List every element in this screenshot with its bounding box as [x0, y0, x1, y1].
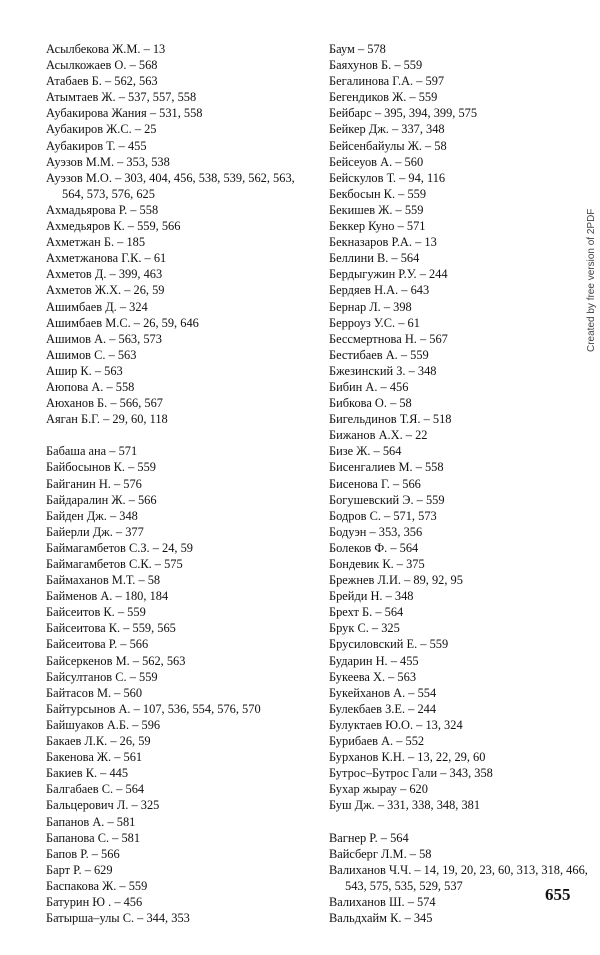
index-entry: Ахмедьяров К. – 559, 566	[46, 219, 181, 234]
index-entry: Бердыгужин Р.У. – 244	[329, 267, 448, 282]
index-entry: Бисенова Г. – 566	[329, 476, 421, 491]
index-entry: Байсултанов С. – 559	[46, 669, 158, 684]
index-entry: Бударин Н. – 455	[329, 653, 419, 668]
index-entry: Бижанов А.Х. – 22	[329, 428, 428, 443]
index-entry: Аубакирова Жания – 531, 558	[46, 106, 203, 121]
section-gap	[329, 814, 591, 830]
index-entry: Беллини В. – 564	[329, 251, 420, 266]
index-entry: Букейханов А. – 554	[329, 685, 437, 700]
index-entry: Бурханов К.Н. – 13, 22, 29, 60	[329, 750, 486, 765]
index-entry: Бегалинова Г.А. – 597	[329, 74, 445, 89]
index-entry: Баспакова Ж. – 559	[46, 878, 148, 893]
index-entry: Аюханов Б. – 566, 567	[46, 396, 163, 411]
index-entry: Бжезинский З. – 348	[329, 363, 437, 378]
index-entry: Байтурсынов А. – 107, 536, 554, 576, 570	[46, 701, 261, 716]
index-entry: Ахметов Д. – 399, 463	[46, 267, 163, 282]
index-entry: Бекишев Ж. – 559	[329, 202, 424, 217]
index-entry: Асылкожаев О. – 568	[46, 58, 158, 73]
index-entry: Ахметжан Б. – 185	[46, 235, 146, 250]
index-entry: Баймаханов М.Т. – 58	[46, 573, 161, 588]
page-number: 655	[545, 885, 571, 904]
index-entry: Бальцерович Л. – 325	[46, 798, 160, 813]
index-entry: Вагнер Р. – 564	[329, 830, 409, 845]
index-entry: Бестибаев А. – 559	[329, 347, 429, 362]
index-entry: Бапанова С. – 581	[46, 830, 141, 845]
index-entry: Булекбаев З.Е. – 244	[329, 701, 437, 716]
index-entry: Байсеитова К. – 559, 565	[46, 621, 176, 636]
index-entry: Бабаша ана – 571	[46, 444, 138, 459]
index-entry: Болеков Ф. – 564	[329, 540, 419, 555]
index-entry: Бегендиков Ж. – 559	[329, 90, 438, 105]
index-entry: Бапов Р. – 566	[46, 846, 120, 861]
index-entry: Бутрос–Бутрос Гали – 343, 358	[329, 766, 493, 781]
index-entry: Бакиев К. – 445	[46, 766, 129, 781]
index-entry: Бердяев Н.А. – 643	[329, 283, 430, 298]
index-entry: Баум – 578	[329, 42, 386, 56]
index-entry: Беккер Куно – 571	[329, 219, 426, 234]
index-entry: Бурибаев А. – 552	[329, 734, 425, 749]
index-entry: Бессмертнова Н. – 567	[329, 331, 448, 346]
index-entry: Батурин Ю . – 456	[46, 894, 143, 909]
index-column-left	[46, 41, 308, 926]
index-entry: Бакаев Л.К. – 26, 59	[46, 734, 151, 749]
index-column-right	[329, 41, 591, 926]
index-entry: Бейскулов Т. – 94, 116	[329, 170, 446, 185]
index-entry: Атымтаев Ж. – 537, 557, 558	[46, 90, 197, 105]
index-entry: Байерли Дж. – 377	[46, 524, 144, 539]
index-entry: Бакенова Ж. – 561	[46, 750, 143, 765]
index-entry: Байсеитова Р. – 566	[46, 637, 149, 652]
index-entry: Аяган Б.Г. – 29, 60, 118	[46, 412, 168, 427]
index-entry: Баймагамбетов С.З. – 24, 59	[46, 540, 193, 555]
index-entry: Бизе Ж. – 564	[329, 444, 402, 459]
index-entry: Байтасов М. – 560	[46, 685, 143, 700]
index-entry: Байменов А. – 180, 184	[46, 589, 169, 604]
index-entry: Бисенгалиев М. – 558	[329, 460, 444, 475]
index-entry: Вайсберг Л.М. – 58	[329, 846, 432, 861]
index-entry: Байганин Н. – 576	[46, 476, 142, 491]
watermark-text: Created by free version of 2PDF	[586, 208, 597, 352]
index-entry: Баяхунов Б. – 559	[329, 58, 423, 73]
index-entry: Бодуэн – 353, 356	[329, 524, 423, 539]
index-entry: Бейбарс – 395, 394, 399, 575	[329, 106, 478, 121]
index-entry: Аубакиров Ж.С. – 25	[46, 122, 157, 137]
index-entry: Ахметов Ж.Х. – 26, 59	[46, 283, 165, 298]
index-entry: Ашимов С. – 563	[46, 347, 137, 362]
index-entry: Ауэзов М.М. – 353, 538	[46, 154, 170, 169]
index-entry: Байден Дж. – 348	[46, 508, 138, 523]
index-entry: Бейсеуов А. – 560	[329, 154, 424, 169]
index-entry: Баймагамбетов С.К. – 575	[46, 557, 183, 571]
index-entry: Бигельдинов Т.Я. – 518	[329, 412, 452, 427]
index-entry: Брежнев Л.И. – 89, 92, 95	[329, 573, 463, 588]
index-entry: Валиханов Ш. – 574	[329, 894, 436, 909]
index-entry: Балгабаев С. – 564	[46, 782, 145, 797]
index-entry: Бапанов А. – 581	[46, 814, 136, 829]
index-entry: Атабаев Б. – 562, 563	[46, 74, 158, 89]
index-entry: Богушевский Э. – 559	[329, 492, 445, 507]
index-entry: Аюпова А. – 558	[46, 379, 135, 394]
index-entry: Бодров С. – 571, 573	[329, 508, 437, 523]
index-entry: Брехт Б. – 564	[329, 605, 404, 620]
index-entry: Брусиловский Е. – 559	[329, 637, 449, 652]
index-entry: Бекназаров Р.А. – 13	[329, 235, 437, 250]
index-entry: Бухар жырау – 620	[329, 782, 428, 797]
index-entry: Брук С. – 325	[329, 621, 400, 636]
index-entry: Бекбосын К. – 559	[329, 186, 427, 201]
index-entry: Ашимбаев М.С. – 26, 59, 646	[46, 315, 199, 330]
index-entry: Ахмадьярова Р. – 558	[46, 202, 159, 217]
index-entry: Ашимов А. – 563, 573	[46, 331, 162, 346]
index-entry: Ашимбаев Д. – 324	[46, 299, 148, 314]
index-entry: Байсеитов К. – 559	[46, 605, 146, 620]
index-entry: Бейсенбайулы Ж. – 58	[329, 138, 447, 153]
index-entry: Байбосынов К. – 559	[46, 460, 156, 475]
index-entry: Бернар Л. – 398	[329, 299, 412, 314]
index-entry: Вальдхайм К. – 345	[329, 911, 433, 926]
index-entry: Булуктаев Ю.О. – 13, 324	[329, 717, 463, 732]
index-entry: Асылбекова Ж.М. – 13	[46, 42, 166, 56]
index-entry: Валиханов Ч.Ч. – 14, 19, 20, 23, 60, 313, 318, 466, 543, 575, 535, 529, 537	[329, 862, 588, 893]
index-entry: Брейди Н. – 348	[329, 589, 414, 604]
index-entry: Ауэзов М.О. – 303, 404, 456, 538, 539, 562, 563, 564, 573, 576, 625	[46, 170, 295, 201]
index-entry: Бибкова О. – 58	[329, 396, 412, 411]
index-entry: Бейкер Дж. – 337, 348	[329, 122, 445, 137]
index-entry: Ашир К. – 563	[46, 363, 123, 378]
section-gap	[46, 427, 308, 443]
index-entry: Берроуз У.С. – 61	[329, 315, 420, 330]
index-entry: Байсеркенов М. – 562, 563	[46, 653, 186, 668]
index-entry: Аубакиров Т. – 455	[46, 138, 147, 153]
index-entry: Батырша–улы С. – 344, 353	[46, 911, 190, 926]
index-entry: Бондевик К. – 375	[329, 557, 425, 571]
index-entry: Ахметжанова Г.К. – 61	[46, 251, 167, 266]
index-entry: Буш Дж. – 331, 338, 348, 381	[329, 798, 481, 813]
index-entry: Барт Р. – 629	[46, 862, 113, 877]
index-entry: Байшуаков А.Б. – 596	[46, 717, 161, 732]
index-entry: Букеева Х. – 563	[329, 669, 417, 684]
index-entry: Байдаралин Ж. – 566	[46, 492, 157, 507]
index-entry: Бибин А. – 456	[329, 379, 409, 394]
